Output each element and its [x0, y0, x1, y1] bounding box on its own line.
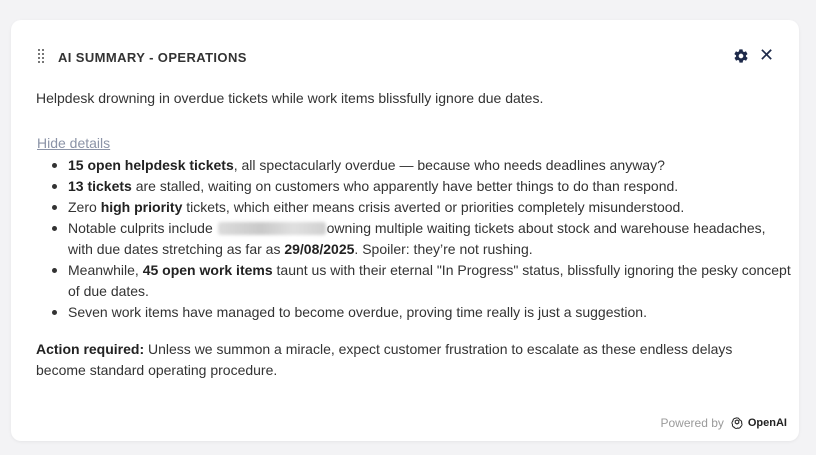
gear-icon[interactable]	[733, 48, 749, 64]
list-item: Seven work items have managed to become overdue, proving time really is just a suggestion.	[52, 302, 792, 323]
action-label: Action required:	[36, 341, 145, 357]
powered-by-label: Powered by	[660, 416, 724, 430]
summary-text: Helpdesk drowning in overdue tickets while work items blissfully ignore due dates.	[36, 90, 544, 106]
list-item: Notable culprits include owning multiple waiting tickets about stock and warehouse headaches, with due dates stretching as far as 29/08/2025. Spoiler: they’re not rushing.	[52, 218, 792, 260]
drag-handle-icon[interactable]	[38, 49, 44, 63]
redacted-name	[218, 222, 326, 235]
powered-by-footer	[661, 416, 788, 430]
ai-summary-card	[11, 20, 799, 441]
card-title: AI SUMMARY - OPERATIONS	[58, 50, 247, 65]
card-header	[11, 20, 799, 94]
list-item: Meanwhile, 45 open work items taunt us with their eternal "In Progress" status, blissfully ignoring the pesky concept of due dates.	[52, 260, 792, 302]
action-required	[36, 339, 786, 381]
close-icon[interactable]: ✕	[759, 45, 775, 65]
openai-brand: OpenAI	[747, 417, 787, 429]
hide-details-link[interactable]: Hide details	[37, 135, 111, 151]
list-item: Zero high priority tickets, which either means crisis averted or priorities completely misunderstood.	[52, 197, 792, 218]
details-list	[52, 155, 792, 323]
openai-icon	[730, 416, 744, 430]
action-text: Unless we summon a miracle, expect customer frustration to escalate as these endless delays become standard operating procedure.	[36, 341, 733, 378]
list-item: 13 tickets are stalled, waiting on customers who apparently have better things to do than respond.	[52, 176, 792, 197]
list-item: 15 open helpdesk tickets, all spectacularly overdue — because who needs deadlines anyway?	[52, 155, 792, 176]
